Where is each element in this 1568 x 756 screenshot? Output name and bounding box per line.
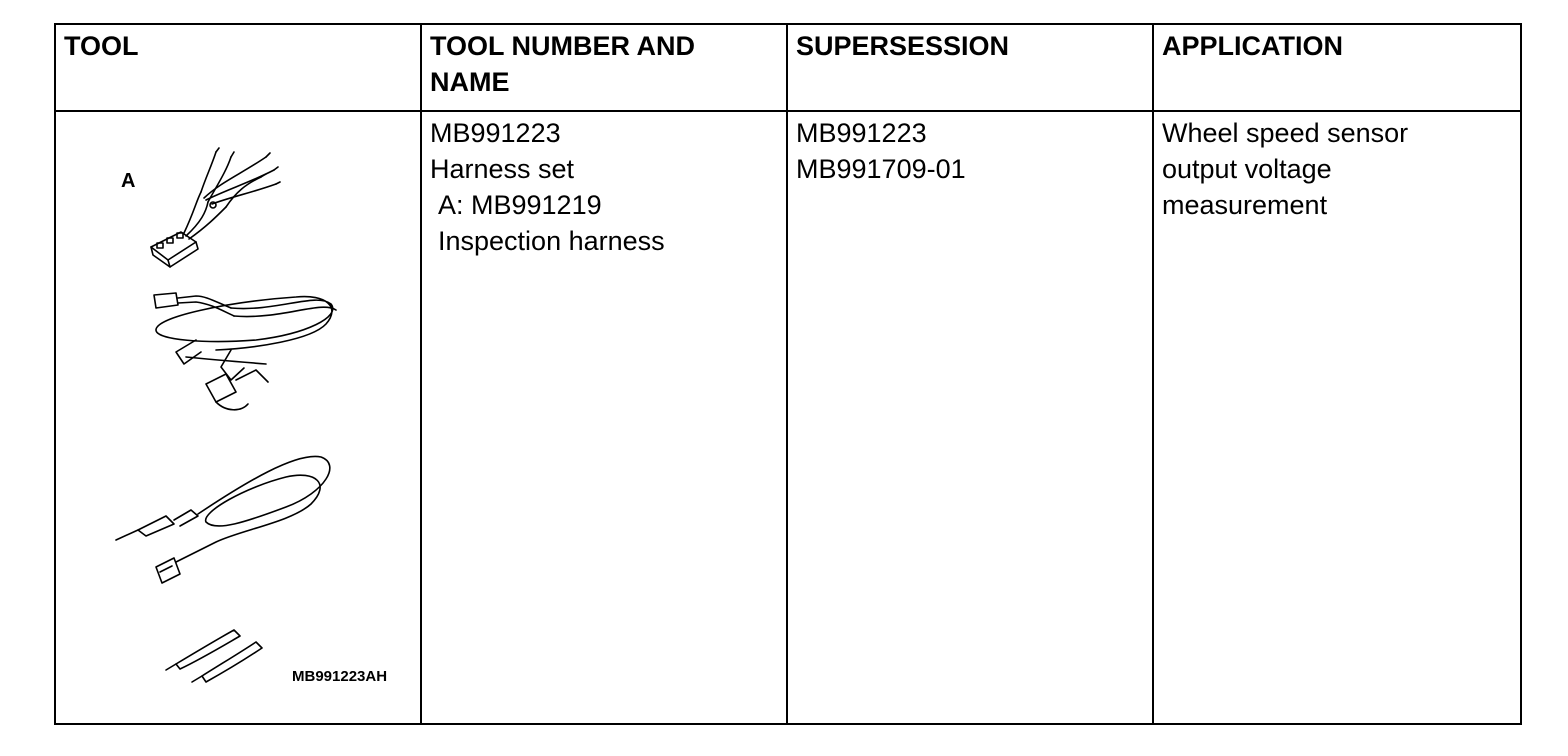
application-text: measurement xyxy=(1162,190,1328,220)
supersession-value: MB991709-01 xyxy=(796,154,966,184)
sub-tool-name: Inspection harness xyxy=(438,226,665,256)
pin-probes-drawing xyxy=(166,630,262,682)
application-text: Wheel speed sensor xyxy=(1162,118,1409,148)
tool-number: MB991223 xyxy=(430,118,561,148)
header-application: APPLICATION xyxy=(1153,24,1521,111)
harness-set-illustration xyxy=(56,112,420,728)
probe-cable-drawing xyxy=(116,456,330,583)
header-tool-number-and-name: TOOL NUMBER AND NAME xyxy=(421,24,787,111)
tool-illustration-cell xyxy=(55,111,421,724)
table-header-row xyxy=(55,24,1521,111)
inspection-harness-a-drawing xyxy=(151,148,280,267)
harness-coil-drawing xyxy=(154,293,336,410)
table-row xyxy=(55,111,1521,724)
tool-name: Harness set xyxy=(430,154,575,184)
header-tool: TOOL xyxy=(55,24,421,111)
application-cell xyxy=(1153,111,1521,724)
supersession-cell xyxy=(787,111,1153,724)
figure-code: MB991223AH xyxy=(292,668,388,685)
application-text: output voltage xyxy=(1162,154,1332,184)
special-tool-table xyxy=(54,23,1522,725)
supersession-value: MB991223 xyxy=(796,118,927,148)
header-supersession: SUPERSESSION xyxy=(787,24,1153,111)
tool-number-name-cell xyxy=(421,111,787,724)
sub-tool-number: A: MB991219 xyxy=(438,190,602,220)
harness-a-label: A xyxy=(121,170,136,192)
